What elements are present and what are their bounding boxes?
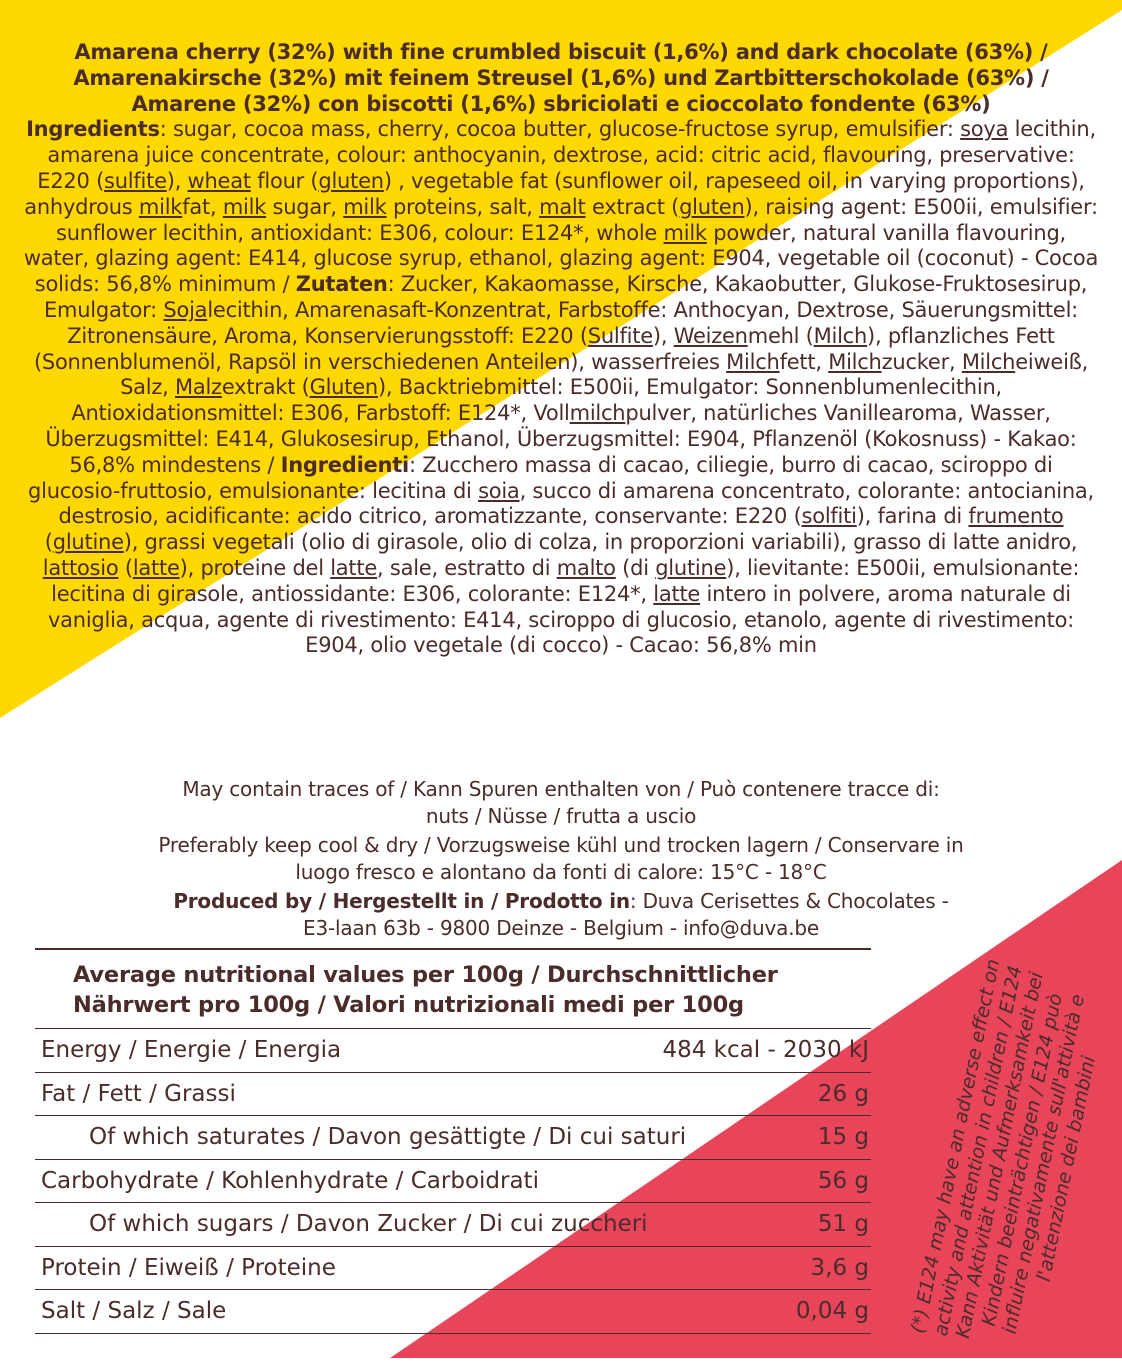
ingredients-it-run: soia bbox=[478, 478, 520, 503]
storage-line-2: luogo fresco e alontano da fonti di calore: 15°C - 18°C bbox=[295, 860, 827, 884]
ingredients-en-run: milk bbox=[222, 194, 267, 219]
ingredients-en-run: milk bbox=[663, 220, 707, 245]
ingredients-it bbox=[28, 453, 1094, 658]
nutrition-row bbox=[35, 1028, 871, 1072]
ingredients-it-run: ), grassi vegetali (olio di girasole, olio di colza, in proporzioni variabili), grasso di latte anidro, bbox=[123, 530, 1078, 555]
ingredients-de bbox=[34, 272, 1088, 477]
ingredients-it-run: ), proteine del bbox=[179, 555, 331, 580]
ingredients-de-run: Milch bbox=[961, 349, 1016, 374]
nutrition-value: 0,04 g bbox=[795, 1298, 869, 1324]
producer-name: : Duva Cerisettes & Chocolates - bbox=[629, 889, 949, 913]
ingredients-de-run: lecithin, Amarenasaft-Konzentrat, Farbstoffe: Anthocyan, Dextrose, Säuerungsmittel: Zitronensäure, Aroma, Konservierungsstoff: E220 ( bbox=[67, 297, 1078, 348]
nutrition-label: Carbohydrate / Kohlenhydrate / Carboidrati bbox=[41, 1167, 539, 1194]
ingredients-it-run: latte bbox=[653, 581, 701, 606]
ingredients-it-run: latte bbox=[330, 555, 378, 580]
ingredients-de-run: ), bbox=[652, 323, 674, 348]
producer-address: E3-laan 63b - 9800 Deinze - Belgium - info@duva.be bbox=[303, 916, 819, 940]
nutrition-row bbox=[35, 1246, 871, 1290]
ingredients-de-run: ), Backtriebmittel: E500ii, Emulgator: Sonnenblumenlecithin, Antioxidationsmittel: E306, Farbstoff: E124*, Voll bbox=[71, 375, 1002, 426]
ingredients-de-run: ), pflanzliches Fett (Sonnenblumenöl, Rapsöl in verschiedenen Anteilen), wasserfreies bbox=[33, 323, 1055, 374]
nutrition-value: 3,6 g bbox=[810, 1254, 869, 1281]
nutrition-value: 56 g bbox=[817, 1167, 869, 1194]
ingredients-en-run: ), bbox=[166, 168, 188, 193]
ingredients-it-run: malto bbox=[556, 555, 616, 580]
ingredients-de-run: Soja bbox=[163, 297, 208, 322]
ingredients-en-run: extract ( bbox=[585, 194, 680, 219]
ingredients-de-run: Milch bbox=[726, 349, 780, 374]
ingredients-en-run: wheat bbox=[187, 168, 251, 193]
ingredients-de-run: : Zucker, Kakaomasse, Kirsche, Kakaobutter, Glukose-Fruktosesirup, Emulgator: bbox=[44, 272, 1088, 322]
ingredients-en-run: soya bbox=[960, 117, 1009, 142]
e124-footnote: (*) E124 may have an adverse effect on activity and attention in children / E124 Kann Aktivität und Aufmerksamkeit bei Kindern beeinträchtigen / E124 può influire negativamente sull'attività e l'attenzione dei bambini bbox=[906, 957, 1100, 1341]
nutrition-label: Protein / Eiweiß / Proteine bbox=[41, 1254, 336, 1281]
ingredients-it-run: latte bbox=[132, 555, 180, 580]
ingredients-it-run: Ingredienti bbox=[280, 452, 409, 477]
ingredients-de-run: Malz bbox=[174, 375, 222, 400]
ingredients-en-run: gluten bbox=[318, 168, 384, 193]
ingredients-en-run: Ingredients bbox=[26, 117, 160, 142]
ingredients-it-run: ), farina di bbox=[856, 504, 969, 529]
nutrition-header-line-1: Average nutritional values per 100g / Durchschnittlicher bbox=[73, 962, 778, 988]
info-block bbox=[40, 776, 1082, 944]
ingredients-it-run: glutine bbox=[655, 555, 727, 580]
nutrition-value: 26 g bbox=[817, 1080, 869, 1107]
nutrition-label: Salt / Salz / Sale bbox=[41, 1298, 227, 1324]
ingredients-it-run: ( bbox=[118, 555, 133, 580]
ingredients-en-run: : sugar, cocoa mass, cherry, cocoa butter, glucose-fructose syrup, emulsifier: bbox=[159, 117, 961, 142]
ingredients-de-run: fett, bbox=[779, 349, 829, 374]
traces-line-2: nuts / Nüsse / frutta a uscio bbox=[425, 804, 697, 828]
nutrition-label: Fat / Fett / Grassi bbox=[41, 1080, 236, 1107]
ingredients-en-run: proteins, salt, bbox=[386, 194, 540, 219]
nutrition-value: 15 g bbox=[817, 1124, 869, 1150]
ingredients-it-run: glutine bbox=[52, 530, 124, 555]
ingredients-it-run: (di bbox=[615, 555, 656, 580]
nutrition-row bbox=[35, 1159, 871, 1203]
ingredients-de-run: zucker, bbox=[881, 349, 962, 374]
ingredients-en-run: flour ( bbox=[250, 168, 319, 193]
ingredients-it-run: ( bbox=[44, 530, 53, 555]
ingredients-en-run: sulfite bbox=[104, 168, 167, 193]
producer-notice bbox=[40, 888, 1082, 942]
ingredients-de-run: Gluten bbox=[309, 375, 378, 400]
ingredients-de-run: Weizen bbox=[673, 323, 748, 348]
ingredients-de-run: eiweiß, Salz, bbox=[120, 349, 1089, 400]
ingredients-de-run: Milch bbox=[813, 323, 868, 348]
ingredients-it-run: , sale, estratto di bbox=[377, 555, 557, 580]
ingredients-de-run: Milch bbox=[828, 349, 882, 374]
nutrition-header-line-2: Nährwert pro 100g / Valori nutrizionali medi per 100g bbox=[73, 992, 744, 1018]
ingredients-de-run: Zutaten bbox=[295, 272, 388, 297]
ingredients-en-run: ), raising agent: E500ii, emulsifier: sunflower lecithin, antioxidant: E306, colour: E124*, whole bbox=[56, 194, 1098, 245]
storage-notice bbox=[40, 832, 1082, 886]
ingredients-it-run: , succo di amarena concentrato, colorante: antocianina, destrosio, acidificante: acido citrico, aromatizzante, conservante: E220 ( bbox=[58, 478, 1094, 529]
ingredients-en bbox=[24, 117, 1098, 296]
nutrition-header bbox=[35, 950, 871, 1028]
nutrition-label: Energy / Energie / Energia bbox=[41, 1037, 342, 1063]
ingredients-de-run: milch bbox=[569, 401, 626, 426]
ingredients-en-run: milk bbox=[138, 194, 183, 219]
ingredients-it-run: lattosio bbox=[42, 555, 119, 580]
ingredients-it-run: intero in polvere, aroma naturale di vaniglia, acqua, agente di rivestimento: E414, sciroppo di glucosio, etanolo, agente di rivestimento: E904, olio vegetale (di cocco) - Cacao: 56,8% min bbox=[47, 581, 1074, 658]
ingredients-de-run: Sulfite bbox=[587, 323, 653, 348]
ingredients-en-run: gluten bbox=[679, 194, 745, 219]
ingredients-block bbox=[22, 40, 1100, 659]
producer-label: Produced by / Hergestellt in / Prodotto in bbox=[173, 889, 630, 913]
product-title-it: Amarene (32%) con biscotti (1,6%) sbriciolati e cioccolato fondente (63%) bbox=[131, 91, 991, 116]
traces-notice bbox=[40, 776, 1082, 830]
ingredients-en-run: ) , vegetable fat (sunflower oil, rapeseed oil, in varying proportions), anhydrous bbox=[24, 168, 1085, 219]
ingredients-de-run: mehl ( bbox=[747, 323, 814, 348]
ingredients-en-run: sugar, bbox=[266, 194, 344, 219]
ingredients-en-run: malt bbox=[539, 194, 586, 219]
traces-line-1: May contain traces of / Kann Spuren enthalten von / Può contenere tracce di: bbox=[182, 777, 940, 801]
product-title-en: Amarena cherry (32%) with fine crumbled biscuit (1,6%) and dark chocolate (63%) / bbox=[74, 40, 1048, 64]
nutrition-row bbox=[35, 1289, 871, 1334]
ingredients-en-run: fat, bbox=[182, 194, 223, 219]
ingredients-it-run: frumento bbox=[968, 504, 1064, 529]
nutrition-value: 484 kcal - 2030 kJ bbox=[662, 1037, 869, 1063]
ingredients-en-run: lecithin, amarena juice concentrate, colour: anthocyanin, dextrose, acid: citric acid, flavouring, preservative: E220 ( bbox=[37, 117, 1096, 193]
nutrition-value: 51 g bbox=[817, 1211, 869, 1237]
ingredients-de-run: extrakt ( bbox=[221, 375, 310, 400]
ingredients-de-run: pulver, natürliches Vanillearoma, Wasser, Überzugsmittel: E414, Glukosesirup, Ethanol, Überzugsmittel: E904, Pflanzenöl (Kokosnuss) - Kakao: 56,8% mindestens / bbox=[45, 401, 1077, 477]
nutrition-rows bbox=[35, 1028, 871, 1334]
ingredients-it-run: ), lievitante: E500ii, emulsionante: lecitina di girasole, antiossidante: E306, colorante: E124*, bbox=[51, 555, 1080, 606]
ingredients-it-run: solfiti bbox=[801, 504, 857, 529]
storage-line-1: Preferably keep cool & dry / Vorzugsweise kühl und trocken lagern / Conservare in bbox=[158, 833, 964, 857]
ingredients-en-run: powder, natural vanilla flavouring, water, glazing agent: E414, glucose syrup, ethanol, glazing agent: E904, vegetable oil (coconut) - Cocoa solids: 56,8% minimum / bbox=[23, 220, 1099, 297]
nutrition-label: Of which sugars / Davon Zucker / Di cui zuccheri bbox=[89, 1211, 648, 1237]
nutrition-row bbox=[35, 1115, 871, 1159]
nutrition-label: Of which saturates / Davon gesättigte / Di cui saturi bbox=[89, 1124, 687, 1150]
nutrition-row bbox=[35, 1202, 871, 1246]
ingredients-en-run: milk bbox=[343, 194, 387, 219]
nutrition-row bbox=[35, 1072, 871, 1116]
product-title-de: Amarenakirsche (32%) mit feinem Streusel (1,6%) und Zartbitterschokolade (63%) / bbox=[73, 65, 1049, 90]
ingredients-it-run: : Zucchero massa di cacao, ciliegie, burro di cacao, sciroppo di glucosio-fruttosio, emulsionante: lecitina di bbox=[28, 452, 1053, 503]
nutrition-table bbox=[35, 948, 871, 1334]
